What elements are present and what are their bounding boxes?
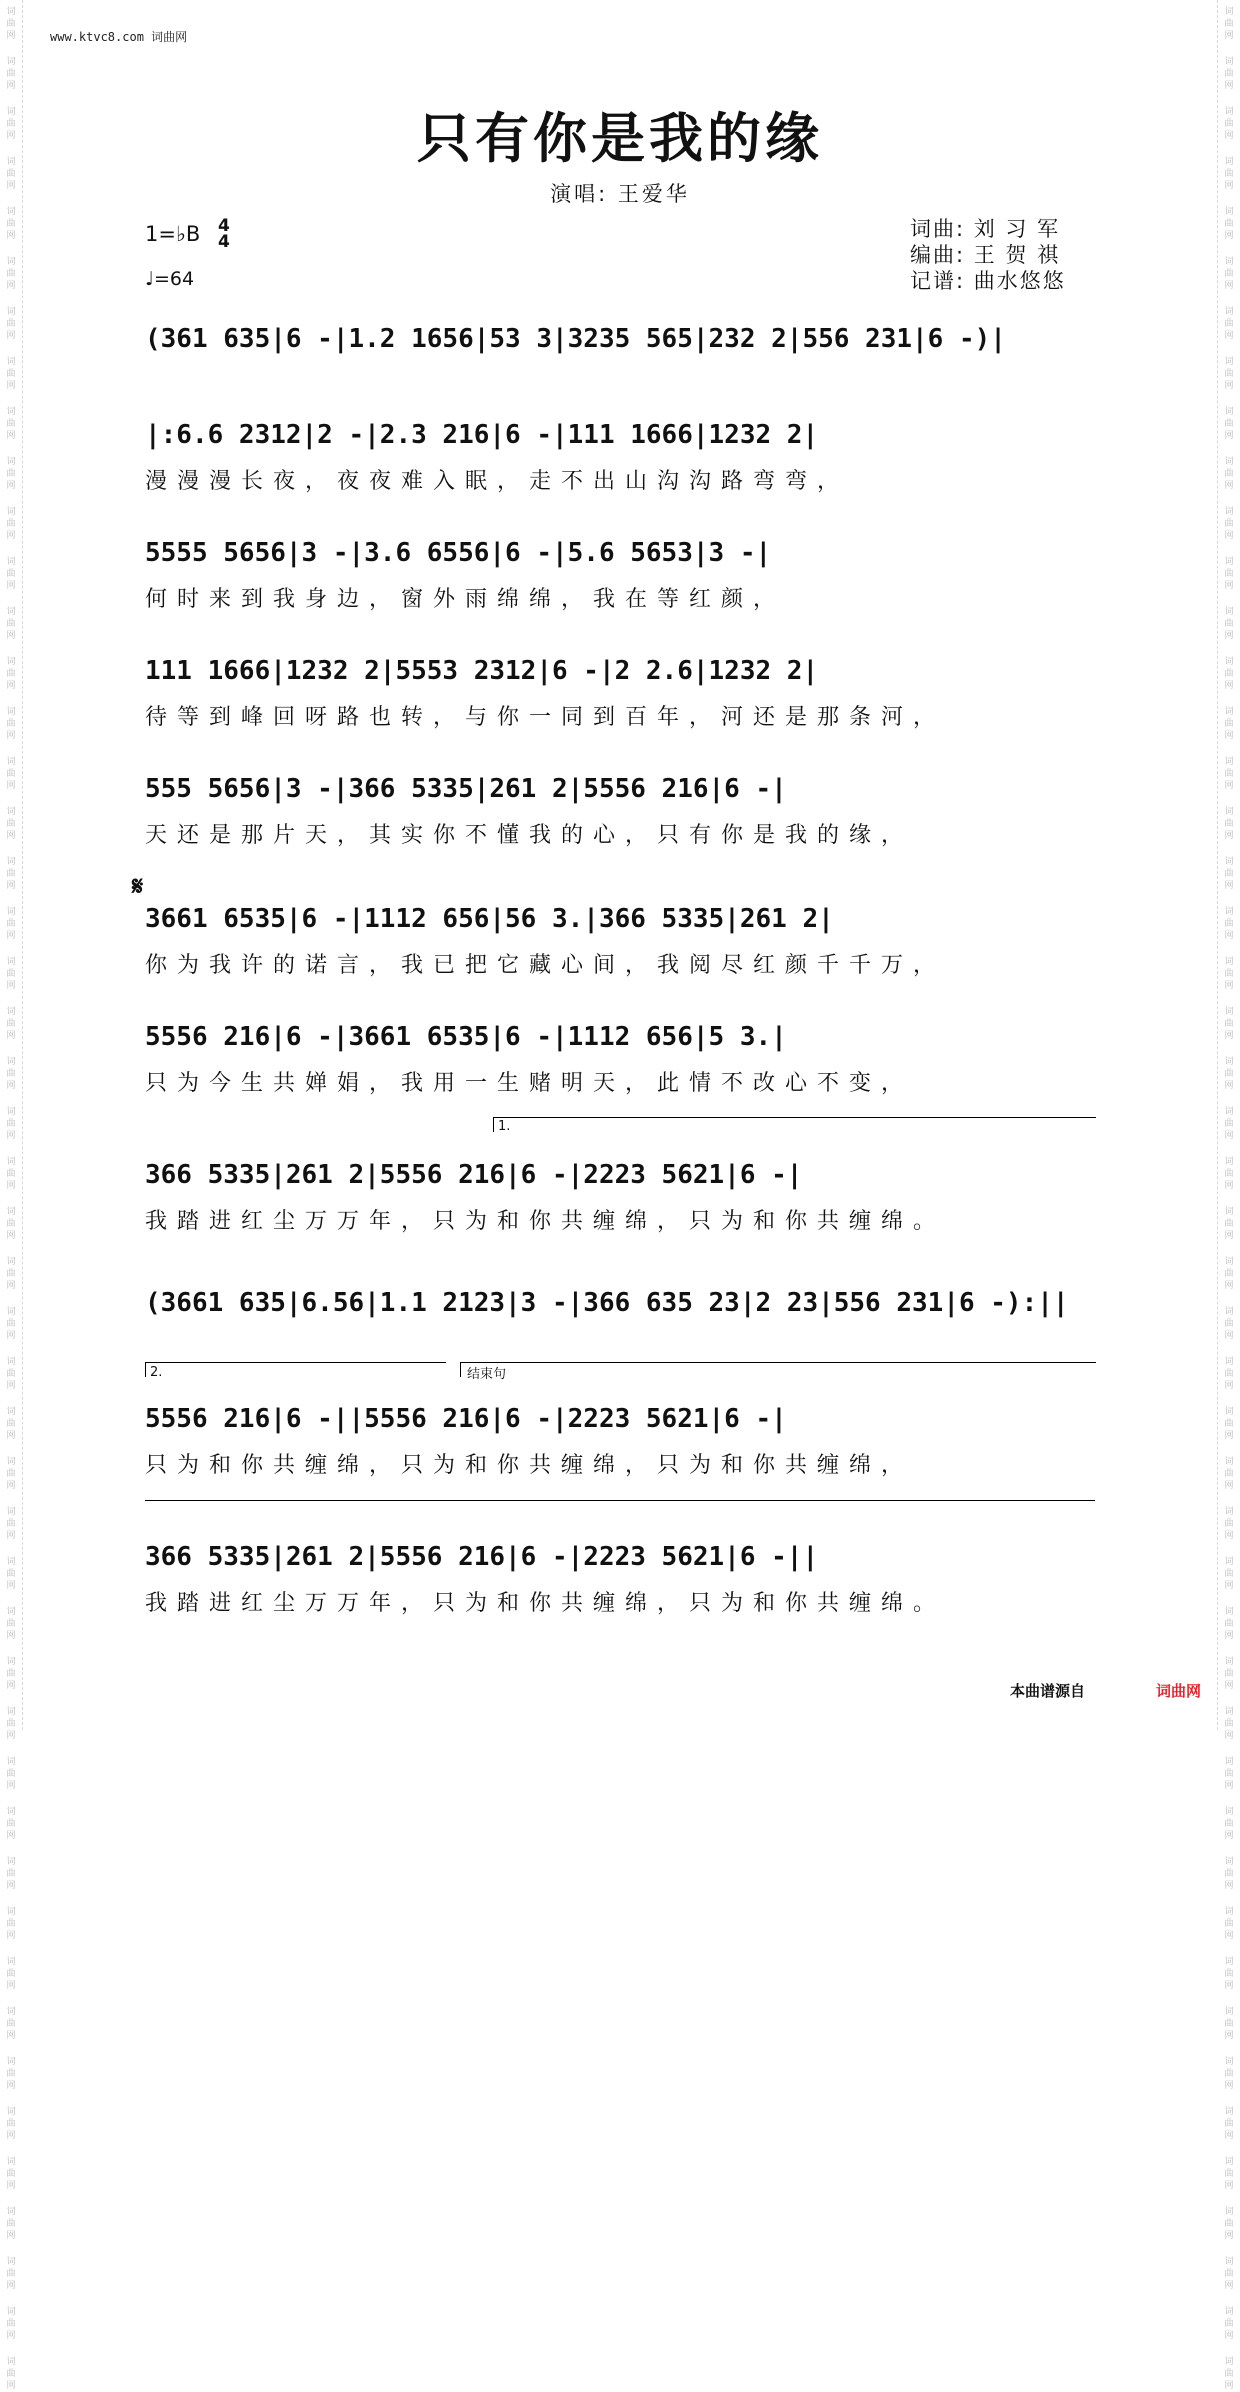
watermark-text: 词 曲 网 <box>1224 557 1234 591</box>
credit-transcriber: 记谱: 曲水悠悠 <box>910 269 1066 293</box>
watermark-text: 词 曲 网 <box>6 957 16 991</box>
watermark-text: 词 曲 网 <box>6 1807 16 1841</box>
watermark-text: 词 曲 网 <box>1224 57 1234 91</box>
singer-line: 演唱: 王爱华 <box>550 182 690 206</box>
watermark-text: 词 曲 网 <box>1224 957 1234 991</box>
watermark-text: 词 曲 网 <box>6 1057 16 1091</box>
watermark-text: 词 曲 网 <box>1224 1907 1234 1941</box>
ending-label: 结束句 <box>467 1367 507 1382</box>
watermark-text: 词 曲 网 <box>1224 1157 1234 1191</box>
watermark-text: 词 曲 网 <box>1224 307 1234 341</box>
volta-1-label: 1. <box>498 1119 511 1134</box>
watermark-text: 词 曲 网 <box>6 1957 16 1991</box>
watermark-text: 词 曲 网 <box>6 457 16 491</box>
credit-arranger: 编曲: 王 贺 祺 <box>910 243 1061 267</box>
volta-1-bracket <box>493 1117 1096 1132</box>
notation: (361 635|6 -|1.2 1656|53 3|3235 565|232 2|556 231|6 -)| <box>145 324 1006 354</box>
watermark-text: 词 曲 网 <box>1224 1707 1234 1741</box>
watermark-text: 词 曲 网 <box>1224 1557 1234 1591</box>
watermark-text: 词 曲 网 <box>6 1207 16 1241</box>
watermark-text: 词 曲 网 <box>6 7 16 41</box>
watermark-text: 词 曲 网 <box>6 107 16 141</box>
watermark-text: 词 曲 网 <box>1224 2157 1234 2191</box>
ending-bracket <box>460 1362 1096 1382</box>
watermark-text: 词 曲 网 <box>6 1357 16 1391</box>
lyrics: 只为和你共缠绵，只为和你共缠绵，只为和你共缠绵， <box>145 1453 914 1478</box>
watermark-text: 词 曲 网 <box>6 1757 16 1791</box>
lyrics: 只为今生共婵娟，我用一生赌明天，此情不改心不变， <box>145 1071 914 1096</box>
watermark-text: 词 曲 网 <box>6 357 16 391</box>
watermark-text: 词 曲 网 <box>6 2207 16 2241</box>
watermark-text: 词 曲 网 <box>1224 707 1234 741</box>
watermark-text: 词 曲 网 <box>1224 2307 1234 2341</box>
lyrics: 天还是那片天，其实你不懂我的心，只有你是我的缘， <box>145 823 914 848</box>
volta-2-bracket <box>145 1362 446 1380</box>
watermark-text: 词 曲 网 <box>6 1407 16 1441</box>
watermark-text: 词 曲 网 <box>1224 357 1234 391</box>
watermark-text: 词 曲 网 <box>6 1607 16 1641</box>
watermark-text: 词 曲 网 <box>1224 1507 1234 1541</box>
watermark-text: 词 曲 网 <box>1224 907 1234 941</box>
watermark-text: 词 曲 网 <box>1224 1407 1234 1441</box>
key-signature: 1=♭B <box>145 222 201 246</box>
watermark-text: 词 曲 网 <box>1224 457 1234 491</box>
watermark-text: 词 曲 网 <box>6 1007 16 1041</box>
credits <box>910 216 1066 294</box>
watermark-text: 词 曲 网 <box>1224 2107 1234 2141</box>
watermark-text: 词 曲 网 <box>6 257 16 291</box>
lyrics: 我踏进红尘万万年，只为和你共缠绵，只为和你共缠绵。 <box>145 1209 946 1234</box>
watermark-text: 词 曲 网 <box>6 1507 16 1541</box>
time-sig-bottom: 4 <box>218 232 230 252</box>
watermark-text: 词 曲 网 <box>1224 657 1234 691</box>
lyrics: 何时来到我身边，窗外雨绵绵，我在等红颜， <box>145 587 786 612</box>
watermark-text: 词 曲 网 <box>6 1557 16 1591</box>
watermark-text: 词 曲 网 <box>1224 1007 1234 1041</box>
watermark-text: 词 曲 网 <box>1224 257 1234 291</box>
watermark-text: 词 曲 网 <box>6 857 16 891</box>
watermark-text: 词 曲 网 <box>1224 2357 1234 2391</box>
notation: 5556 216|6 -|3661 6535|6 -|1112 656|5 3.| <box>145 1022 787 1052</box>
watermark-text: 词 曲 网 <box>1224 757 1234 791</box>
watermark-text: 词 曲 网 <box>6 557 16 591</box>
watermark-text: 词 曲 网 <box>1224 1457 1234 1491</box>
watermark-text: 词 曲 网 <box>6 2157 16 2191</box>
watermark-text: 词 曲 网 <box>6 157 16 191</box>
watermark-text: 词 曲 网 <box>1224 607 1234 641</box>
watermark-text: 词 曲 网 <box>6 2057 16 2091</box>
watermark-text: 词 曲 网 <box>6 2357 16 2391</box>
notation: 366 5335|261 2|5556 216|6 -|2223 5621|6 -|| <box>145 1542 819 1572</box>
notation: 111 1666|1232 2|5553 2312|6 -|2 2.6|1232 2| <box>145 656 819 686</box>
watermark-text: 词 曲 网 <box>1224 1657 1234 1691</box>
watermark-text: 词 曲 网 <box>6 407 16 441</box>
notation: 5556 216|6 -||5556 216|6 -|2223 5621|6 -| <box>145 1404 787 1434</box>
credit-lyrics-music: 词曲: 刘 习 军 <box>910 217 1061 241</box>
watermark-text: 词 曲 网 <box>6 757 16 791</box>
lyrics: 你为我许的诺言，我已把它藏心间，我阅尽红颜千千万， <box>145 953 946 978</box>
watermark-text: 词 曲 网 <box>6 807 16 841</box>
notation: 366 5335|261 2|5556 216|6 -|2223 5621|6 -| <box>145 1160 803 1190</box>
song-title: 只有你是我的缘 <box>417 106 823 170</box>
watermark-text: 词 曲 网 <box>1224 1357 1234 1391</box>
watermark-text: 词 曲 网 <box>1224 1207 1234 1241</box>
site-url[interactable]: www.ktvc8.com 词曲网 <box>50 30 188 44</box>
watermark-text: 词 曲 网 <box>1224 1057 1234 1091</box>
watermark-text: 词 曲 网 <box>1224 807 1234 841</box>
watermark-text: 词 曲 网 <box>1224 157 1234 191</box>
watermark-text: 词 曲 网 <box>6 2007 16 2041</box>
ending-bracket-continued <box>145 1500 1095 1515</box>
footer-brand-link[interactable]: 词曲网 <box>1156 1682 1202 1700</box>
notation: (3661 635|6.56|1.1 2123|3 -|366 635 23|2 23|556 231|6 -):|| <box>145 1288 1069 1318</box>
watermark-text: 词 曲 网 <box>6 2307 16 2341</box>
watermark-text: 词 曲 网 <box>1224 507 1234 541</box>
watermark-text: 词 曲 网 <box>6 2257 16 2291</box>
volta-2-label: 2. <box>150 1365 163 1380</box>
notation: 555 5656|3 -|366 5335|261 2|5556 216|6 -| <box>145 774 787 804</box>
watermark-text: 词 曲 网 <box>1224 107 1234 141</box>
watermark-text: 词 曲 网 <box>6 1857 16 1891</box>
lyrics: 待等到峰回呀路也转，与你一同到百年，河还是那条河， <box>145 705 946 730</box>
watermark-text: 词 曲 网 <box>1224 1307 1234 1341</box>
watermark-text: 词 曲 网 <box>1224 1607 1234 1641</box>
watermark-text: 词 曲 网 <box>1224 207 1234 241</box>
watermark-text: 词 曲 网 <box>6 2107 16 2141</box>
watermark-text: 词 曲 网 <box>1224 1757 1234 1791</box>
time-sig-top: 4 <box>218 216 230 236</box>
watermark-text: 词 曲 网 <box>6 307 16 341</box>
watermark-text: 词 曲 网 <box>6 1107 16 1141</box>
watermark-text: 词 曲 网 <box>1224 857 1234 891</box>
watermark-text: 词 曲 网 <box>1224 2257 1234 2291</box>
segno-icon: 𝄋 <box>132 872 144 902</box>
watermark-text: 词 曲 网 <box>1224 1857 1234 1891</box>
watermark-text: 词 曲 网 <box>1224 1957 1234 1991</box>
tempo-mark: ♩=64 <box>145 268 195 290</box>
watermark-text: 词 曲 网 <box>1224 1107 1234 1141</box>
watermark-text: 词 曲 网 <box>6 1657 16 1691</box>
watermark-text: 词 曲 网 <box>6 907 16 941</box>
watermark-text: 词 曲 网 <box>1224 407 1234 441</box>
watermark-text: 词 曲 网 <box>1224 7 1234 41</box>
time-signature <box>218 218 230 250</box>
notation: |:6.6 2312|2 -|2.3 216|6 -|111 1666|1232 2| <box>145 420 819 450</box>
left-watermark-strip <box>0 0 23 2391</box>
right-watermark-strip <box>1217 0 1240 2391</box>
watermark-text: 词 曲 网 <box>1224 2007 1234 2041</box>
watermark-text: 词 曲 网 <box>6 1457 16 1491</box>
watermark-text: 词 曲 网 <box>1224 2207 1234 2241</box>
watermark-text: 词 曲 网 <box>6 1307 16 1341</box>
lyrics: 漫漫漫长夜，夜夜难入眠，走不出山沟沟路弯弯， <box>145 469 850 494</box>
watermark-text: 词 曲 网 <box>1224 2057 1234 2091</box>
watermark-text: 词 曲 网 <box>1224 1257 1234 1291</box>
watermark-text: 词 曲 网 <box>6 1707 16 1741</box>
watermark-text: 词 曲 网 <box>6 57 16 91</box>
watermark-text: 词 曲 网 <box>6 707 16 741</box>
watermark-text: 词 曲 网 <box>1224 1807 1234 1841</box>
footer-source: 本曲谱源自 <box>1010 1682 1086 1700</box>
watermark-text: 词 曲 网 <box>6 507 16 541</box>
watermark-text: 词 曲 网 <box>6 207 16 241</box>
watermark-text: 词 曲 网 <box>6 1257 16 1291</box>
watermark-text: 词 曲 网 <box>6 657 16 691</box>
notation: 3661 6535|6 -|1112 656|56 3.|366 5335|261 2| <box>145 904 834 934</box>
watermark-text: 词 曲 网 <box>6 1157 16 1191</box>
watermark-text: 词 曲 网 <box>6 1907 16 1941</box>
notation: 5555 5656|3 -|3.6 6556|6 -|5.6 5653|3 -| <box>145 538 772 568</box>
watermark-text: 词 曲 网 <box>6 607 16 641</box>
lyrics: 我踏进红尘万万年，只为和你共缠绵，只为和你共缠绵。 <box>145 1591 946 1616</box>
